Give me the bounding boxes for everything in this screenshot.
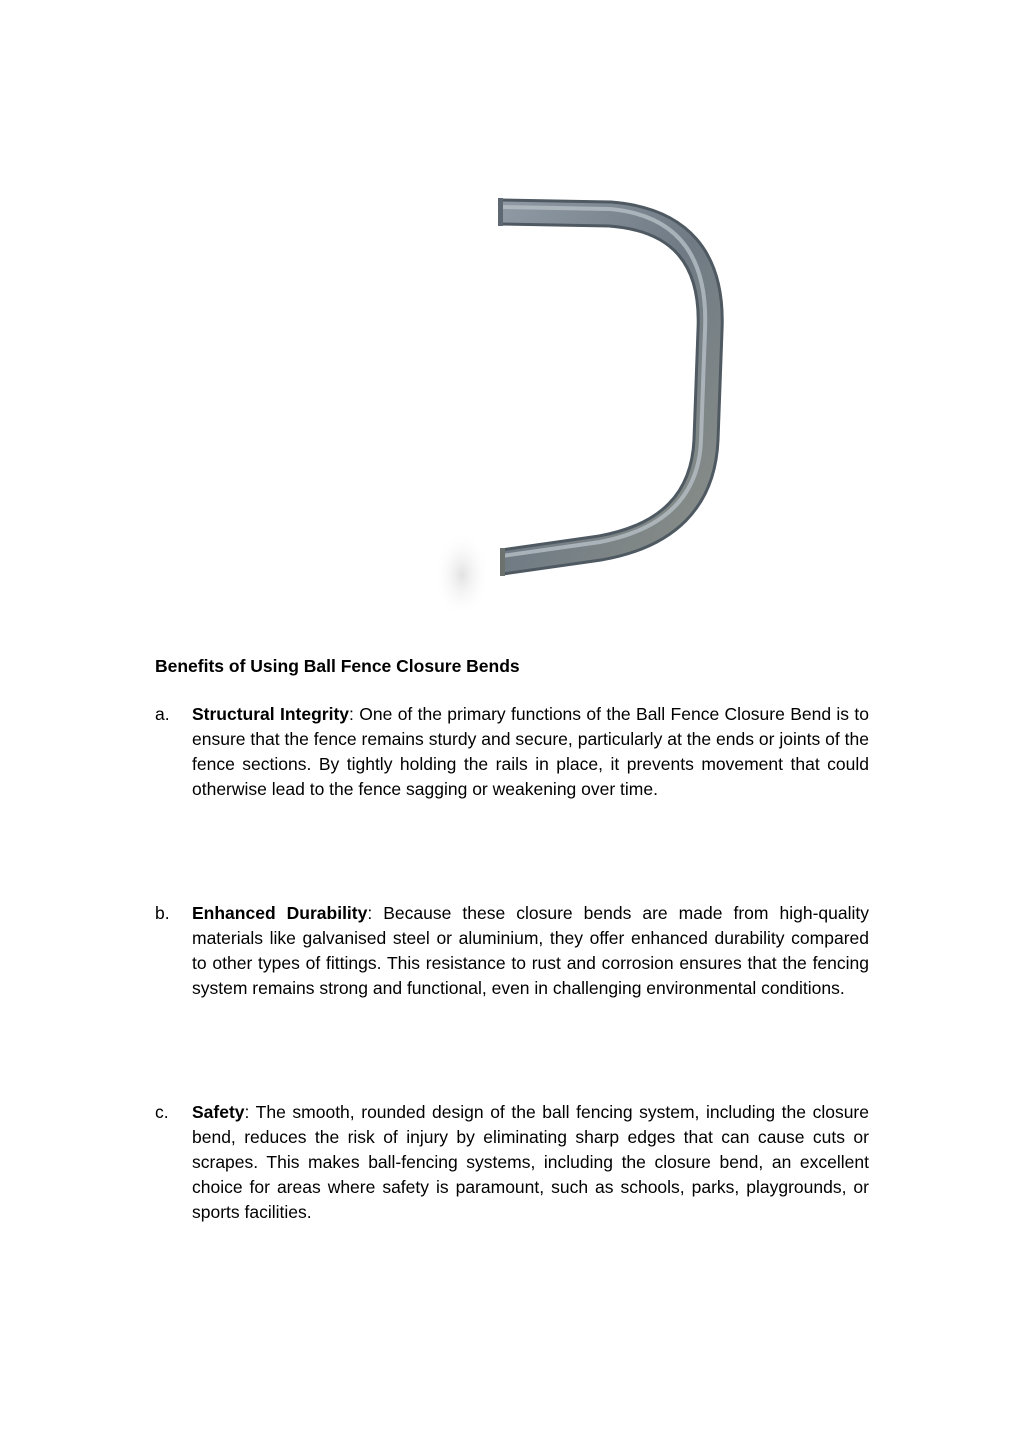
pipe-body (500, 212, 710, 562)
list-item-text: : The smooth, rounded design of the ball fencing system, including the closure bend, reduces the risk of injury by eliminating sharp edges that can cause cuts or scrapes. This makes ball-fencing systems, including the closure bend, an excellent choice for areas where safety is paramount, such as schools, parks, playgrounds, or sports facilities. (192, 1102, 869, 1222)
list-item-body (192, 702, 869, 802)
list-item-text: : One of the primary functions of the Ball Fence Closure Bend is to ensure that the fence remains sturdy and secure, particularly at the ends or joints of the fence sections. By tightly holding the rails in place, it prevents movement that could otherwise lead to the fence sagging or weakening over time. (192, 704, 869, 799)
list-item-safety (155, 1100, 869, 1225)
list-item-structural-integrity (155, 702, 869, 802)
closure-bend-photo (420, 190, 760, 610)
list-marker: b. (155, 903, 170, 923)
list-item-term: Structural Integrity (192, 704, 350, 724)
closure-bend-pipe-illustration (420, 190, 760, 610)
list-item-text: : Because these closure bends are made from high-quality materials like galvanised steel or aluminium, they offer enhanced durability compared to other types of fittings. This resistance to rust and corrosion ensures that the fencing system remains strong and functional, even in challenging environmental conditions. (192, 903, 870, 998)
section-heading: Benefits of Using Ball Fence Closure Bends (155, 656, 520, 676)
list-item-term: Safety (192, 1102, 245, 1122)
list-item-enhanced-durability (155, 901, 869, 1001)
list-item-body (192, 901, 869, 1001)
list-marker: a. (155, 704, 170, 724)
list-marker: c. (155, 1102, 169, 1122)
list-item-term: Enhanced Durability (192, 903, 368, 923)
list-item-body (192, 1100, 869, 1225)
pipe-bottom-end (500, 548, 505, 576)
pipe-top-end (498, 198, 503, 226)
photo-shadow (434, 530, 490, 610)
